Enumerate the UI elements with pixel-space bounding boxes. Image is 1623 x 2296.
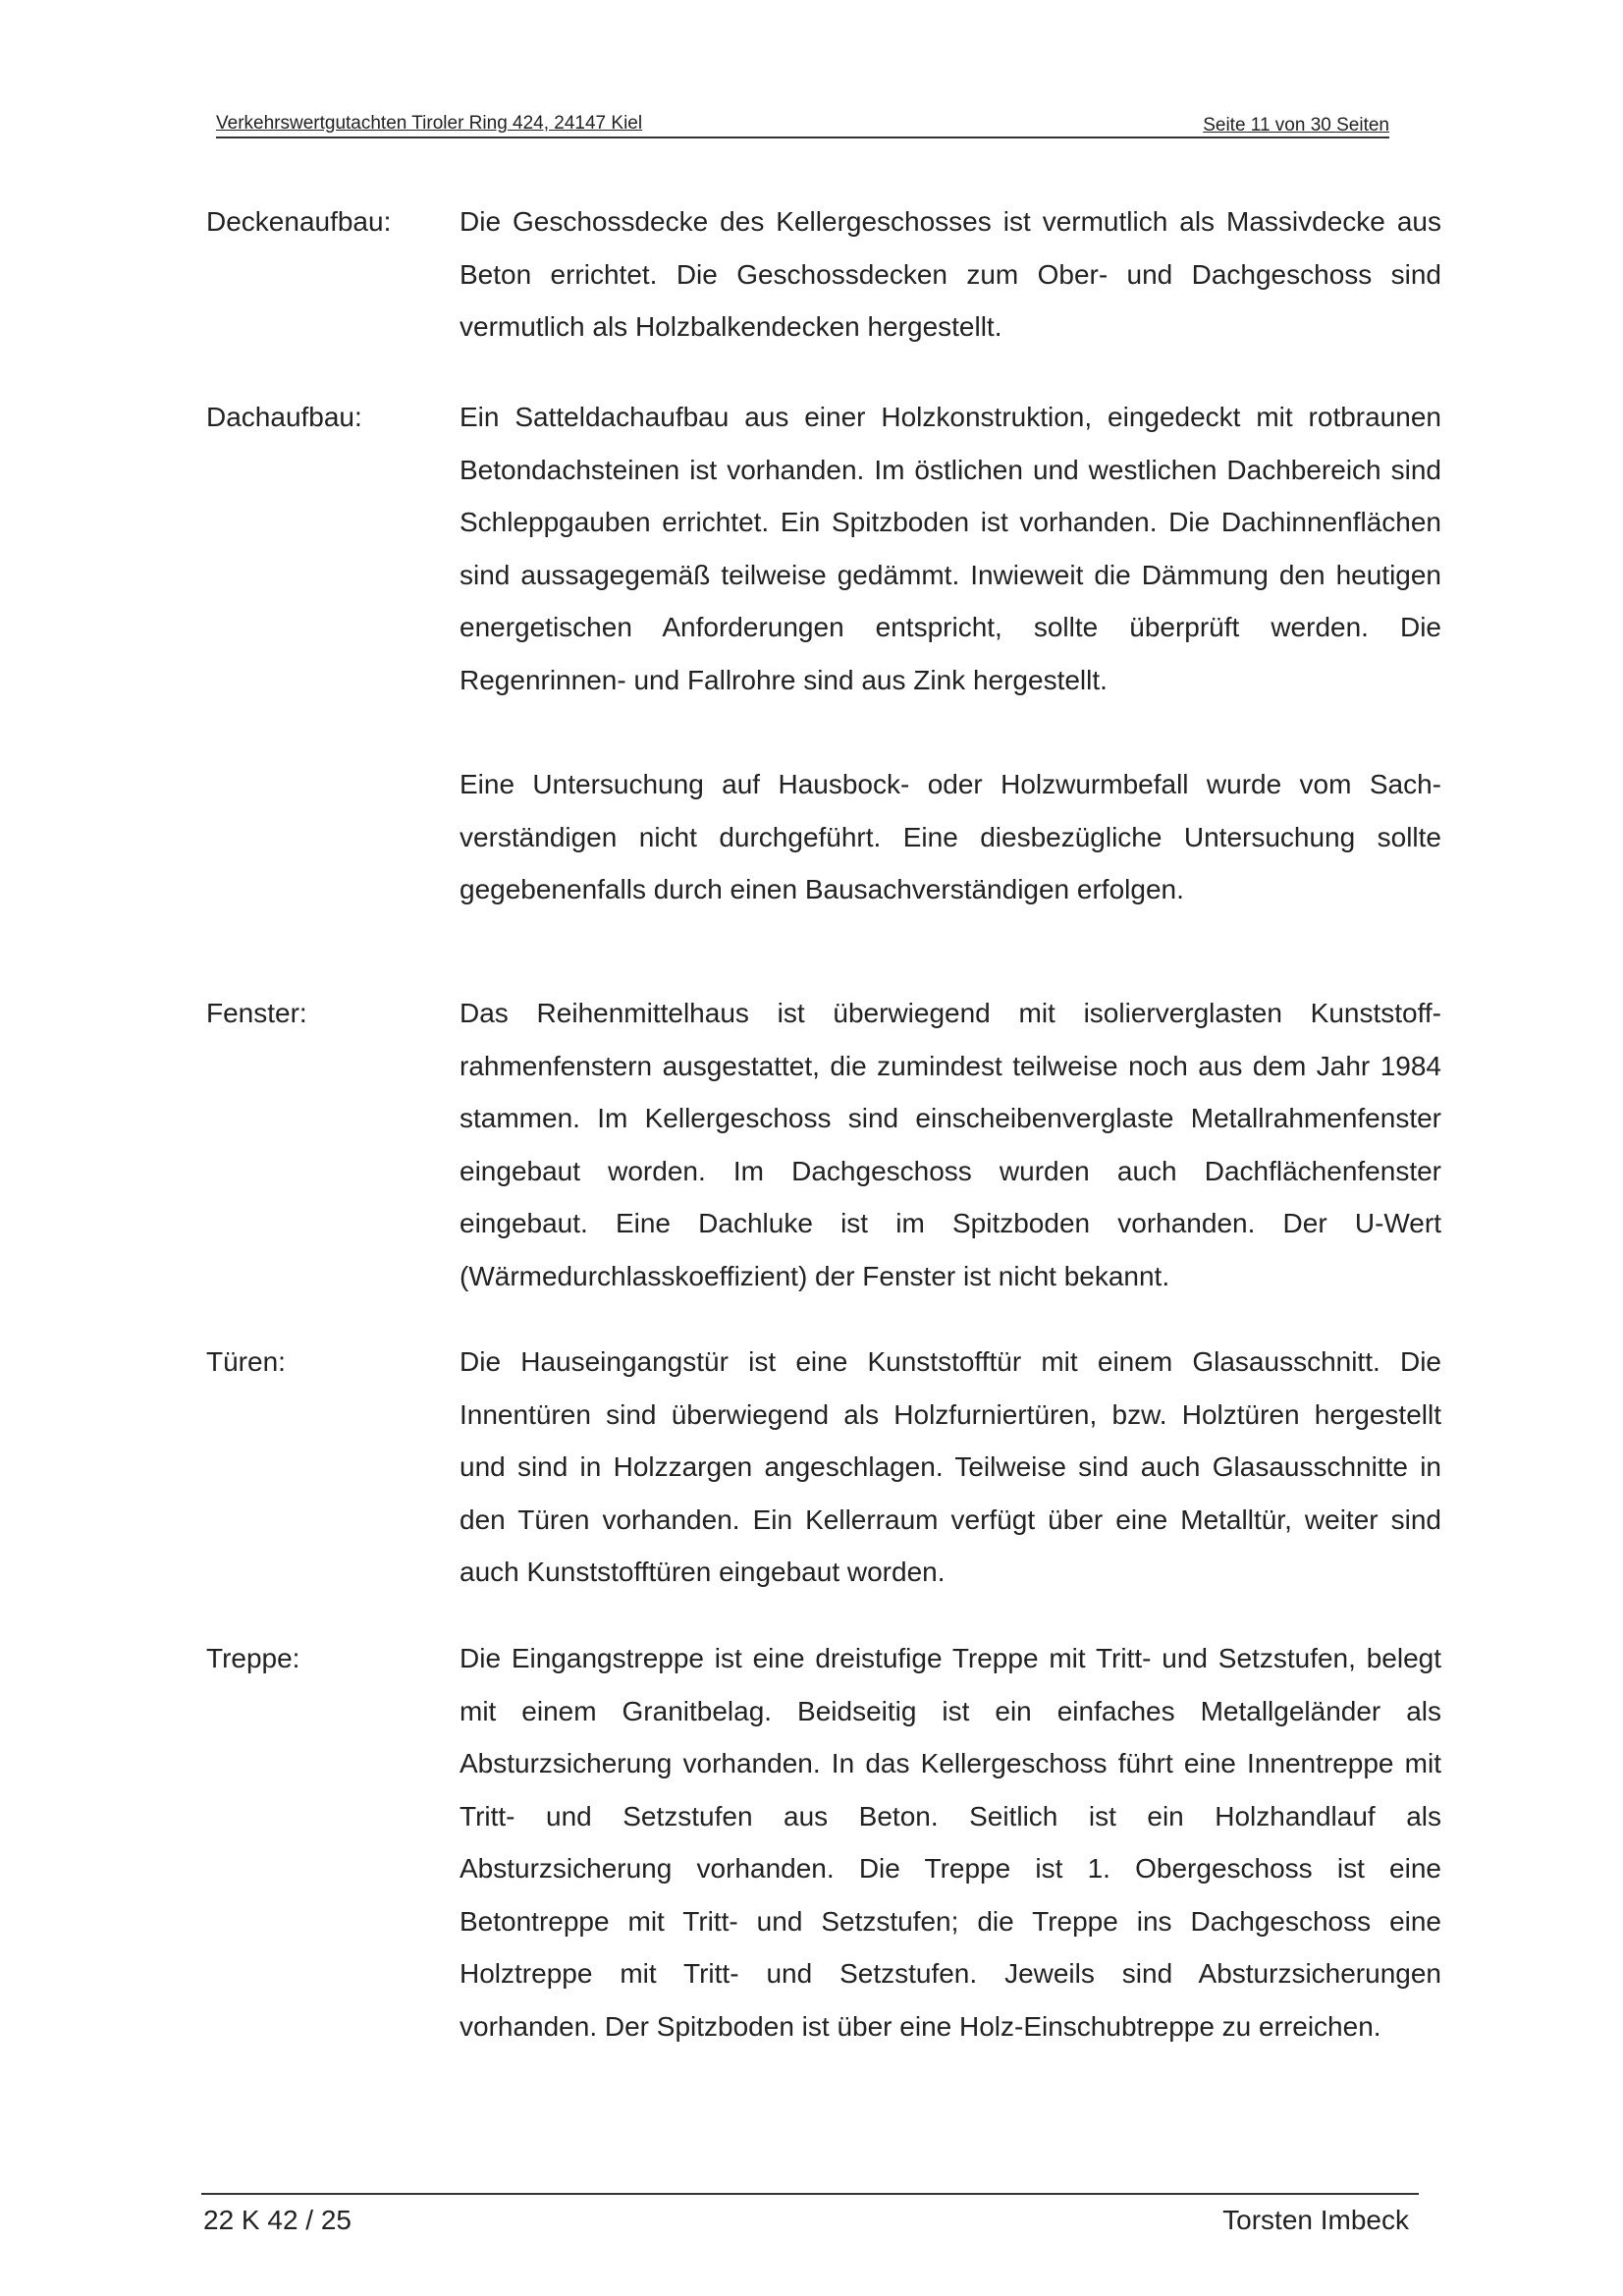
section-content <box>460 987 1441 1302</box>
section-content <box>460 1632 1441 2052</box>
section-label: Türen: <box>206 1346 286 1377</box>
header-document-title: Verkehrswertgutachten Tiroler Ring 424, 24147 Kiel <box>216 113 643 134</box>
section-label: Deckenaufbau: <box>206 206 392 237</box>
header-page-number: Seite 11 von 30 Seiten <box>1203 115 1389 136</box>
section-paragraph: Die Geschossdecke des Kellergeschosses ist vermutlich als Massivdecke aus Beton errichtet. Die Geschossdecken zum Ober- und Dachgeschoss sind vermutlich als Holzbalkendecken hergestellt. <box>460 206 1441 342</box>
section-label: Fenster: <box>206 998 307 1028</box>
section-content <box>460 391 1441 916</box>
footer-divider <box>201 2193 1419 2195</box>
page-footer <box>201 2193 1419 2252</box>
section-content <box>460 195 1441 354</box>
section-label: Dachaufbau: <box>206 402 362 432</box>
section-paragraph: Die Eingangstreppe ist eine dreistufige Treppe mit Tritt- und Setzstufen, belegt mit einem Granitbelag. Beidseitig ist ein einfaches Metallgeländer als Absturzsicherung vorhanden. In das Kellergeschoss führt eine Innentreppe mit Tritt- und Setzstufen aus Beton. Seitlich ist ein Holzhandlauf als Absturzsicherung vorhanden. Die Treppe ist 1. Obergeschoss ist eine Betontreppe mit Tritt- und Setzstufen; die Treppe ins Dachgeschoss eine Holztreppe mit Tritt- und Setzstufen. Jeweils sind Absturzsicherungen vorhanden. Der Spitzboden ist über eine Holz-Einschubtreppe zu erreichen. <box>460 1643 1441 2042</box>
section-paragraph: Ein Satteldachaufbau aus einer Holzkonstruktion, eingedeckt mit rotbraunen Betondachsteinen ist vorhanden. Im östlichen und westlichen Dachbereich sind Schleppgauben errichtet. Ein Spitzboden ist vorhanden. Die Dachinnenflächen sind aussagegemäß teilweise gedämmt. Inwieweit die Dämmung den heutigen energetischen Anforderungen entspricht, sollte überprüft werden. Die Regenrinnen- und Fallrohre sind aus Zink hergestellt. <box>460 402 1441 695</box>
footer-author: Torsten Imbeck <box>1222 2205 1409 2235</box>
section-paragraph: Die Hauseingangstür ist eine Kunststofftür mit einem Glasausschnitt. Die Innentüren sind überwiegend als Holzfurniertüren, bzw. Holztüren hergestellt und sind in Holzzargen angeschlagen. Teilweise sind auch Glasausschnitte in den Türen vorhanden. Ein Kellerraum verfügt über eine Metalltür, weiter sind auch Kunststofftüren eingebaut worden. <box>460 1346 1441 1587</box>
section-content <box>460 1336 1441 1599</box>
footer-case-number: 22 K 42 / 25 <box>203 2205 352 2235</box>
section-label: Treppe: <box>206 1643 300 1673</box>
section-paragraph: Eine Untersuchung auf Hausbock- oder Holzwurmbefall wurde vom Sachverständigen nicht durchgeführt. Eine diesbezügliche Untersuchung sollte gegebenenfalls durch einen Bausachverständigen erfolgen. <box>460 769 1441 904</box>
page-header <box>216 107 1389 138</box>
section-paragraph: Das Reihenmittelhaus ist überwiegend mit isolierverglasten Kunststoffrahmenfenstern ausgestattet, die zumindest teilweise noch aus dem Jahr 1984 stammen. Im Kellergeschoss sind einscheibenverglaste Metallrahmenfenster eingebaut worden. Im Dachgeschoss wurden auch Dachflächenfenster eingebaut. Eine Dachluke ist im Spitzboden vorhanden. Der U-Wert (Wärmedurchlasskoeffizient) der Fenster ist nicht bekannt. <box>460 998 1441 1291</box>
